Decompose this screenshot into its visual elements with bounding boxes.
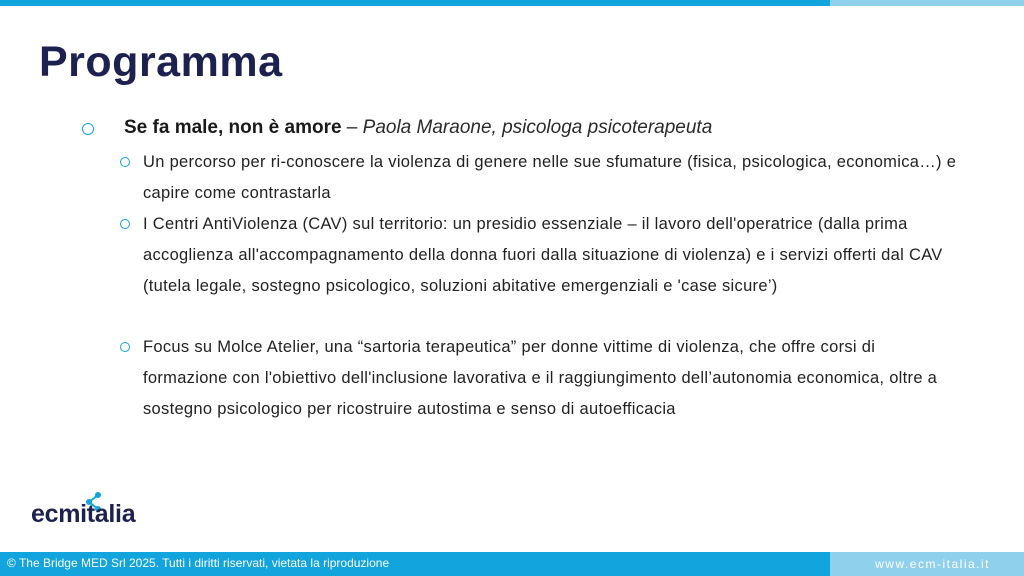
top-accent-bar bbox=[0, 0, 830, 6]
sub-bullet bbox=[120, 147, 960, 209]
footer-copyright: © The Bridge MED Srl 2025. Tutti i diritti riservati, vietata la riproduzione bbox=[7, 556, 390, 570]
top-accent-bar-light bbox=[830, 0, 1024, 6]
circle-bullet-icon bbox=[82, 123, 94, 135]
sub-bullet bbox=[120, 332, 960, 425]
footer-bar-right bbox=[830, 552, 1024, 576]
footer-bar bbox=[0, 552, 830, 576]
ecmitalia-logo bbox=[31, 492, 181, 532]
main-bullet-speaker: Paola Maraone, psicologa psicoterapeuta bbox=[362, 117, 713, 138]
circle-bullet-icon bbox=[120, 219, 130, 229]
circle-bullet-icon bbox=[120, 342, 130, 352]
sub-bullet-text: Focus su Molce Atelier, una “sartoria terapeutica” per donne vittime di violenza, che offre corsi di formazione con l'obiettivo dell'inclusione lavorativa e il raggiungimento dell’autonomia economica, oltre a sostegno psicologico per ricostruire autostima e senso di autoefficacia bbox=[143, 338, 938, 418]
sub-bullet-text: I Centri AntiViolenza (CAV) sul territorio: un presidio essenziale – il lavoro dell'operatrice (dalla prima accoglienza all'accompagnamento della donna fuori dalla situazione di violenza) e i servizi offerti dal CAV (tutela legale, sostegno psicologico, soluzioni abitative emergenziali e 'case sicure’) bbox=[143, 215, 943, 295]
sub-bullet-text: Un percorso per ri-conoscere la violenza di genere nelle sue sfumature (fisica, psicologica, economica…) e capire come contrastarla bbox=[143, 153, 957, 202]
footer-website-link[interactable]: www.ecm-italia.it bbox=[875, 557, 990, 571]
sub-bullet bbox=[120, 209, 960, 302]
slide-title: Programma bbox=[39, 38, 283, 86]
logo-wordmark: ecmitalia bbox=[31, 500, 136, 528]
main-bullet-text bbox=[124, 117, 712, 139]
main-bullet-separator: – bbox=[341, 117, 363, 138]
main-bullet-title: Se fa male, non è amore bbox=[124, 117, 342, 138]
circle-bullet-icon bbox=[120, 157, 130, 167]
